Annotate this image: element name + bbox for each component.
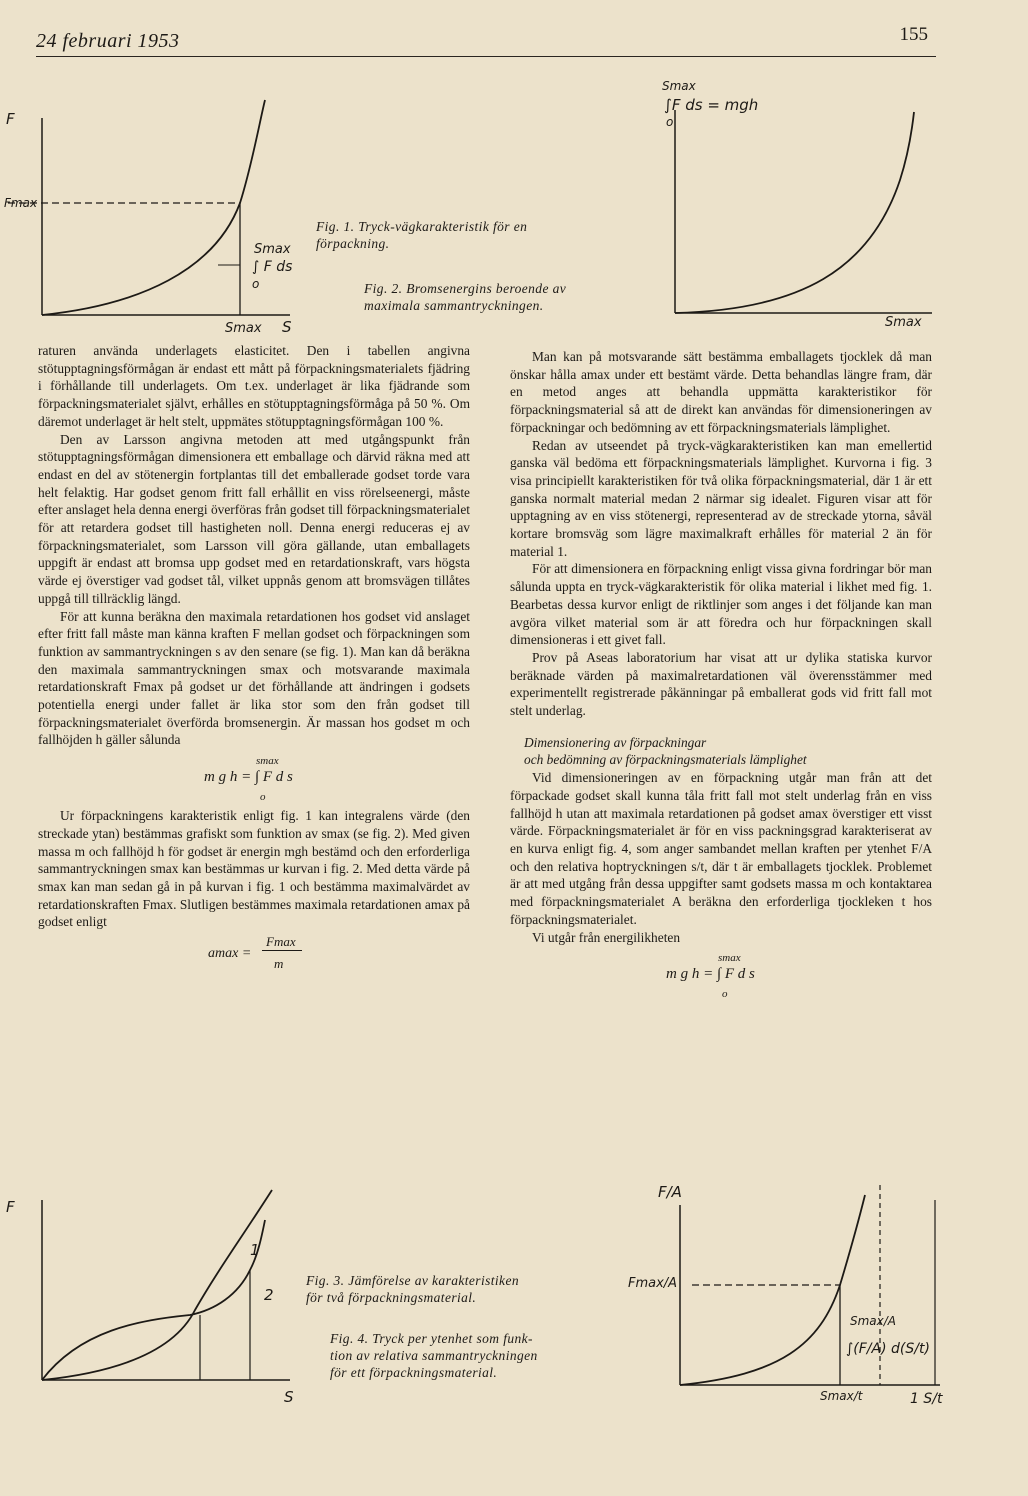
fig3-curve-1-label: 1	[250, 1241, 260, 1259]
fig1-curve	[42, 100, 265, 315]
fig2-x-label: Smax	[885, 315, 922, 330]
fig2-int-bottom: o	[666, 115, 674, 129]
right-paragraph-6: Vi utgår från energilikheten	[532, 929, 681, 945]
fig4-y-label: F/A	[658, 1183, 682, 1201]
left-column	[38, 342, 470, 981]
equation-3: smax m g h = ∫ F d s o	[666, 952, 755, 1001]
fig2-curve	[675, 112, 914, 313]
figure-4	[620, 1175, 960, 1425]
fig4-int-top: Smax/A	[850, 1314, 897, 1328]
right-paragraph-4: Prov på Aseas laboratorium har visat att ur dylika statiska kurvor beräknade värden på maximalretardationen väl överensstämmer med experimentellt registrerade påkänningar på emballerat gods vid fritt fall mot stelt underlag.	[510, 649, 932, 719]
fig4-xmax-label: Smax/t	[820, 1389, 863, 1403]
fig3-caption: Fig. 3. Jämförelse av karakteristiken för två förpackningsmaterial.	[306, 1273, 519, 1305]
left-paragraph-4: Ur förpackningens karakteristik enligt fig. 1 kan integralens värde (den streckade ytan) bestämmas grafiskt som funktion av smax (se fig. 2). Med given massa m och fallhöjd h för godset är energin mgh bestämd och den erforderliga sammantryckningen smax kan bestämmas ur kurvan i fig. 2. Med detta värde på smax kan man sedan gå in på kurvan i fig. 1 och bestämma maximalvärdet av retardationskraften Fmax. Slutligen bestämmes maximala retardationen amax på godset enligt	[38, 808, 470, 930]
fig2-int-body: ∫F ds = mgh	[664, 96, 759, 114]
equation-1: smax m g h = ∫ F d s o	[204, 755, 293, 804]
fig3-x-label: S	[284, 1388, 294, 1406]
left-paragraph-3: För att kunna beräkna den maximala retardationen hos godset vid anslaget efter fritt fall måste man känna kraften F mellan godset och förpackningen som funktion av sammantryckningen s av den senare (se fig. 1). Man kan då beräkna den maximala sammantryckningen smax och motsvarande maximala retardationskraft Fmax på godset ur det förhållande att ändringen i godsets potentiella energi under fallet är lika stor som den från godset till förpackningsmaterialet överförda bromsenergin. Är massan hos godset m och fallhöjden h gäller sålunda	[38, 608, 470, 748]
fig3-curve-1	[42, 1190, 272, 1380]
fig4-caption: Fig. 4. Tryck per ytenhet som funk- tion av relativa sammantryckningen för ett förpackningsmaterial.	[330, 1331, 538, 1380]
fig2-caption: Fig. 2. Bromsenergins beroende av maximala sammantryckningen.	[364, 281, 567, 313]
figure-1	[0, 60, 310, 350]
figure-2	[650, 70, 940, 340]
right-paragraph-3: För att dimensionera en förpackning enligt vissa givna fordringar bör man sålunda uppta en tryck-vägkarakteristik för olika material i likhet med fig. 1. Bearbetas dessa kurvor enligt de riktlinjer som anges i det följande kan man avgöra vilket material som är att föredra och hur förpackningen skall dimensioneras i ett givet fall.	[510, 561, 932, 648]
fig1-int-top: Smax	[254, 242, 291, 257]
fig2-int-top: Smax	[662, 79, 696, 93]
fig1-x-label: S	[282, 318, 292, 336]
right-paragraph-5: Vid dimensioneringen av en förpackning utgår man från att det förpackade godset skall kunna tåla fritt fall mot stelt underlag från en viss fallhöjd h utan att maximala retardationen på godset amax överstiger ett visst värde. Förpackningsmaterialet är för en viss packningsgrad karakteriserat av en kurva enligt fig. 4, som anger sambandet mellan kraften per ytenhet F/A och den relativa hoptryckningen s/t, där t är emballagets tjocklek. Problemet är att med utgång från dessa uppgifter samt godsets massa m och kontaktarea med förpackningsmaterialet A beräkna den erforderliga tjockleken t hos förpackningsmaterialet.	[510, 770, 932, 927]
right-paragraph-2: Redan av utseendet på tryck-vägkarakteristiken kan man emellertid ganska väl bedöma ett förpackningsmaterials lämplighet. Kurvorna i fig. 3 visa principiellt karakteristiken för två olika förpackningsmaterial, där 1 är ett ganska normalt material medan 2 närmar sig idealet. Figuren visar att för upptagning av en viss stötenergi, representerad av de streckade ytorna, såväl kortare bromsväg som lägre maximalkraft erhålles för material 2 än för material 1.	[510, 437, 932, 559]
right-column	[510, 348, 932, 1004]
fig4-x-label: 1 S/t	[910, 1391, 943, 1407]
page-number: 155	[899, 24, 928, 45]
fig3-y-label: F	[6, 1198, 15, 1216]
fig1-smax-label: Smax	[225, 321, 262, 336]
fig1-fmax-label: Fmax	[4, 196, 38, 210]
fig4-fmax-label: Fmax/A	[628, 1276, 678, 1291]
fig4-curve	[680, 1195, 865, 1385]
fig1-int-bottom: o	[252, 277, 260, 291]
section-heading: Dimensionering av förpackningar och bedömning av förpackningsmaterials lämplighet	[524, 734, 807, 768]
right-paragraph-1: Man kan på motsvarande sätt bestämma emballagets tjocklek då man önskar hålla amax under ett bestämt värde. Detta behandlas längre fram, där en metod anges att behandla uppmätta karakteristikor för förpackningsmaterial så att de direkt kan användas för dimensioneringen av förpackningar och bedömning av ett förpackningsmaterials lämplighet.	[510, 349, 932, 435]
left-paragraph-1: raturen använda underlagets elasticitet. Den i tabellen angivna stötupptagningsförmågan är endast ett mått på förpackningsmaterialets fjädring i förhållande till underlagets. Om t.ex. underlaget är lika fjädrande som förpackningsmaterialet självt, erhålles en stötupptagningsförmåga på 50 %. Om däremot underlaget är helt stelt, uppmätes stötupptagningsförmågan 100 %.	[38, 343, 470, 429]
fig3-curve-2	[42, 1220, 265, 1380]
fig4-int-body: ∫(F/A) d(S/t)	[846, 1341, 930, 1357]
header-rule	[36, 56, 936, 57]
equation-2: amax = Fmax m	[38, 931, 470, 981]
header-date: 24 februari 1953	[36, 30, 180, 52]
fig3-curve-2-label: 2	[264, 1286, 274, 1304]
fig1-int-body: ∫ F ds	[252, 259, 293, 275]
fig1-caption: Fig. 1. Tryck-vägkarakteristik för en förpackning.	[316, 219, 528, 251]
figure-3	[0, 1180, 310, 1410]
left-paragraph-2: Den av Larsson angivna metoden att med utgångspunkt från stötupptagningsförmågan dimensionera ett emballage och därvid räkna med att endast en del av stötenergin fortplantas till det emballerade godset torde vara helt felaktig. Har godset genom fritt fall erhållit en viss rörelseenergi, måste efter anslaget hela denna energi överföras från godset till förpackningsmaterialet för att retardera godset till hastigheten noll. Denna energi reduceras ej av förpackningsmaterialet, som Larsson vill göra gällande, utan emballagets uppgift är endast att bromsa upp godset med en retardationskraft, vars högsta värde ej överstiger vad godset tål, vilket uppnås genom att bromsvägen tillåtes uppgå till tillräcklig längd.	[38, 431, 470, 606]
fig1-y-label: F	[6, 110, 15, 128]
